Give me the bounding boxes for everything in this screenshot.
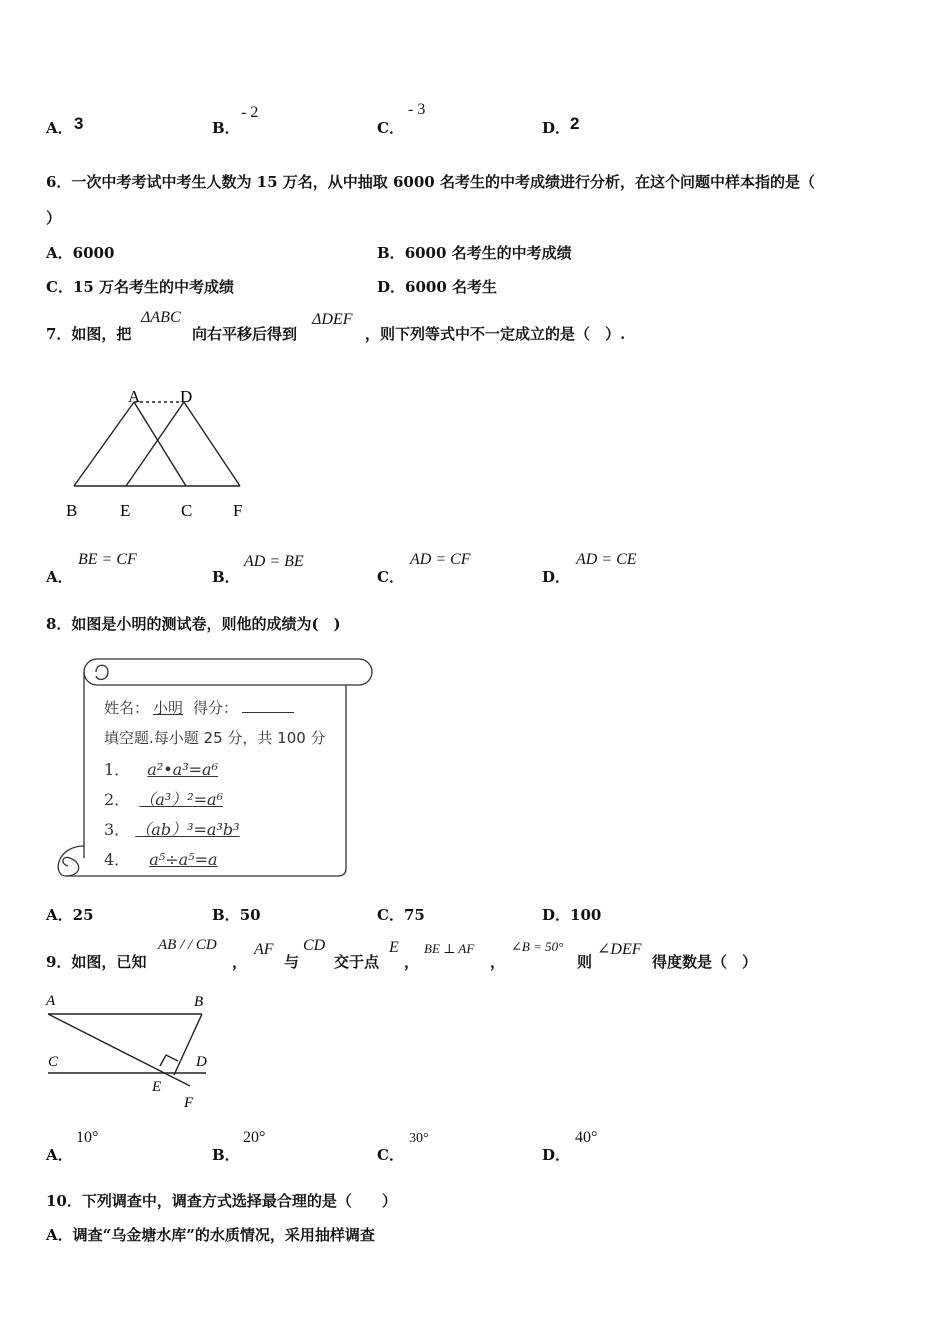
q8-option-d: D．100 xyxy=(542,906,602,924)
q7-option-c-label: C． xyxy=(377,568,404,586)
q9-option-b-label: B． xyxy=(212,1146,240,1164)
scroll-item-3-num: 3． xyxy=(104,820,131,839)
q9-math-af: AF xyxy=(254,941,274,958)
scroll-item-2-num: 2． xyxy=(104,790,131,809)
q5-option-a-label: A． xyxy=(46,119,73,137)
q10-option-a: A．调查“乌金塘水库”的水质情况，采用抽样调查 xyxy=(46,1226,375,1244)
scroll-item-4-num: 4． xyxy=(104,850,131,869)
q7-label-f: F xyxy=(233,501,243,520)
q5-option-b-label: B． xyxy=(212,119,240,137)
q9-question-suffix: 得度数是（ ） xyxy=(652,953,758,971)
q9-option-d-label: D． xyxy=(542,1146,571,1164)
q10-question: 10．下列调查中，调查方式选择最合理的是（ ） xyxy=(46,1192,397,1210)
q7-option-c-value: AD = CF xyxy=(410,551,471,568)
q8-question: 8．如图是小明的测试卷，则他的成绩为( ) xyxy=(46,615,341,633)
q9-option-d-value: 40° xyxy=(575,1129,598,1146)
q7-option-b-label: B． xyxy=(212,568,240,586)
q9-label-d: D xyxy=(196,1054,207,1070)
q7-option-a-value: BE = CF xyxy=(78,551,137,568)
q9-word-intersect: 交于点 xyxy=(334,953,380,971)
q6-option-c: C．15 万名考生的中考成绩 xyxy=(46,278,235,296)
q9-option-c-label: C． xyxy=(377,1146,404,1164)
q7-label-c: C xyxy=(181,501,193,520)
q6-option-a: A．6000 xyxy=(46,244,115,262)
q7-option-d-value: AD = CE xyxy=(576,551,637,568)
q6-option-d: D．6000 名考生 xyxy=(377,278,497,296)
q5-option-c-label: C． xyxy=(377,119,404,137)
scroll-instruction: 填空题.每小题 25 分，共 100 分 xyxy=(104,729,326,747)
q9-math-angle-def: ∠DEF xyxy=(597,941,642,958)
q9-option-a-label: A． xyxy=(46,1146,73,1164)
q8-option-c: C．75 xyxy=(377,906,425,924)
scroll-item-3-expr: （ab）³=a³b³ xyxy=(135,820,240,839)
q9-sep-3: ， xyxy=(490,953,506,971)
q7-math-abc: ΔABC xyxy=(141,309,181,326)
q9-option-a-value: 10° xyxy=(76,1129,99,1146)
q7-label-d: D xyxy=(180,387,193,406)
q9-label-c: C xyxy=(48,1054,59,1070)
q6-option-b: B．6000 名考生的中考成绩 xyxy=(377,244,572,262)
q9-math-angle-b: ∠B = 50° xyxy=(511,939,564,954)
q7-label-e: E xyxy=(120,501,131,520)
q9-label-e: E xyxy=(152,1079,162,1095)
q8-option-b: B．50 xyxy=(212,906,261,924)
scroll-name-row: 姓名： 小明 得分： xyxy=(104,697,294,718)
q5-option-d-label: D． xyxy=(542,119,571,137)
q9-word-then: 则 xyxy=(577,953,593,971)
q7-option-d-label: D． xyxy=(542,568,571,586)
scroll-item-1-num: 1． xyxy=(104,760,131,779)
q9-word-and: 与 xyxy=(284,953,300,971)
scroll-item-1-expr: a²•a³=a⁶ xyxy=(147,760,218,779)
q9-math-parallel: AB / / CD xyxy=(158,937,217,953)
q8-option-a: A．25 xyxy=(46,906,94,924)
q5-option-a-value: 3 xyxy=(74,114,84,133)
q9-sep-1: ， xyxy=(232,953,248,971)
q9-label-b: B xyxy=(194,994,204,1010)
scroll-item-2-expr: （a³）²=a⁶ xyxy=(139,790,224,809)
q7-question-suffix: ，则下列等式中不一定成立的是（ ）. xyxy=(365,325,626,343)
q7-question-middle: 向右平移后得到 xyxy=(192,325,298,343)
q9-sep-2: ， xyxy=(404,953,420,971)
q9-label-f: F xyxy=(184,1095,194,1111)
q7-label-a: A xyxy=(128,387,141,406)
q5-option-d-value: 2 xyxy=(570,114,580,133)
q9-label-a: A xyxy=(46,993,56,1009)
scroll-item-4-expr: a⁵÷a⁵=a xyxy=(149,850,218,869)
scroll-student-name: 小明 xyxy=(153,699,184,717)
q9-math-cd: CD xyxy=(303,937,326,954)
q7-option-b-value: AD = BE xyxy=(244,553,304,570)
q9-option-b-value: 20° xyxy=(243,1129,266,1146)
q6-question-line2: ） xyxy=(46,209,62,227)
q6-question-line1: 6．一次中考考试中考生人数为 15 万名，从中抽取 6000 名考生的中考成绩进行分析，在这个问题中样本指的是（ xyxy=(46,173,815,191)
q9-option-c-value: 30° xyxy=(409,1131,429,1146)
q5-option-c-value: - 3 xyxy=(408,101,426,118)
q7-math-def: ΔDEF xyxy=(312,311,353,328)
q9-math-perp: BE ⊥ AF xyxy=(424,941,475,956)
q7-option-a-label: A． xyxy=(46,568,73,586)
q5-option-b-value: - 2 xyxy=(241,104,259,121)
q7-label-b: B xyxy=(66,501,78,520)
q7-question-prefix: 7．如图，把 xyxy=(46,325,132,343)
q9-math-e: E xyxy=(389,939,399,956)
q9-question-prefix: 9．如图，已知 xyxy=(46,953,147,971)
